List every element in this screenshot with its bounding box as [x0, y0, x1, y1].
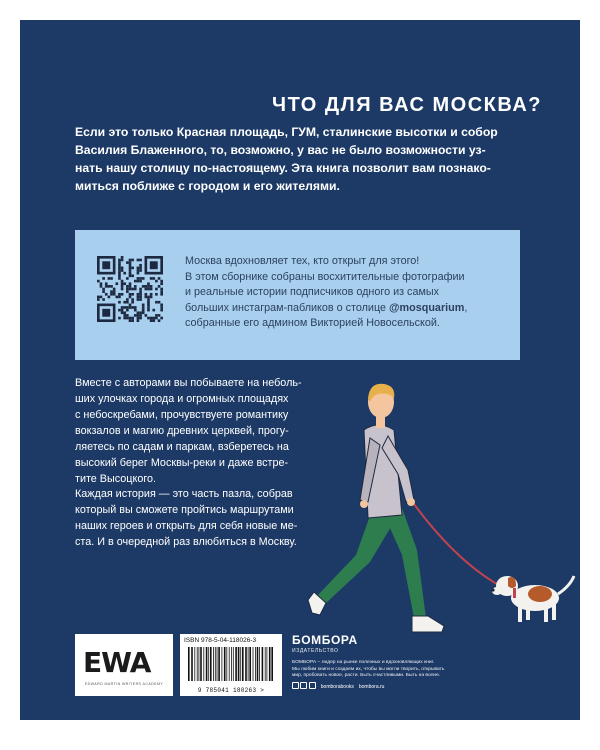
- youtube-icon: [309, 682, 316, 689]
- man-ear: [369, 401, 375, 407]
- publisher-logo: БОМБОРА: [292, 633, 358, 647]
- dog-ear: [508, 577, 516, 588]
- ewa-tagline: EDWARD MARTIN WRITERS ACADEMY: [84, 682, 164, 686]
- paragraph-line: ста. И в очередной раз влюбиться в Москву.: [75, 536, 297, 548]
- paragraph-line: Вместе с авторами вы побываете на неболь-: [75, 377, 302, 389]
- info-line: В этом сборнике собраны восхитительные фотографии: [185, 270, 465, 283]
- paragraph-line: Каждая история — это часть пазла, собрав: [75, 488, 293, 500]
- intro-line: Василия Блаженного, то, возможно, у вас не было возможности уз-: [75, 143, 486, 157]
- publisher-description: [292, 660, 467, 680]
- paragraph-line: ляетесь по садам и паркам, взберетесь на: [75, 441, 289, 453]
- paragraph-line: наших героев и открыть для себя новые ме-: [75, 520, 298, 532]
- man-front-shoe: [412, 616, 444, 632]
- social-icons: [292, 682, 316, 691]
- social-handle: bomborabooks: [320, 683, 354, 690]
- paragraph-line: высокий берег Москвы-реки и даже встре-: [75, 457, 289, 469]
- man-hand: [360, 500, 368, 508]
- publisher-social: [292, 682, 384, 691]
- intro-line: Если это только Красная площадь, ГУМ, сталинские высотки и собор: [75, 125, 498, 139]
- qr-code-icon: [97, 256, 163, 322]
- info-line: и реальные истории подписчиков одного из самых: [185, 286, 440, 298]
- isbn-digits: 9 785041 180263 >: [197, 687, 265, 694]
- dog-patch: [528, 586, 552, 602]
- dog-leg: [526, 604, 530, 620]
- publisher-desc-line: БОМБОРА – лидер на рынке полезных и вдохновляющих книг.: [292, 660, 435, 665]
- dog-leg: [544, 604, 548, 622]
- isbn-box: [180, 634, 282, 696]
- info-box-text: [185, 254, 503, 332]
- intro-line: нать нашу столицу по-настоящему. Эта книга позволит вам познако-: [75, 161, 491, 175]
- man-hand: [407, 498, 415, 506]
- intro-text: [75, 123, 515, 195]
- back-cover: [20, 20, 580, 720]
- cover-title: ЧТО ДЛЯ ВАС МОСКВА?: [272, 94, 542, 116]
- paragraph-line: вокзалов и магию древних церквей, прогу-: [75, 425, 289, 437]
- ewa-logo: EWA: [83, 646, 151, 679]
- dog-leg: [552, 604, 556, 620]
- dog-leg: [518, 604, 522, 622]
- isbn-label: ISBN 978-5-04-118026-3: [184, 637, 257, 644]
- info-line-text: больших инстаграм-пабликов о столице: [185, 301, 387, 314]
- barcode-icon: [186, 647, 276, 685]
- leash: [411, 500, 504, 588]
- paragraph-line: тите Высоцкого.: [75, 473, 157, 485]
- info-line: собранные его админом Викторией Новосельской.: [185, 317, 440, 329]
- dog-collar: [513, 588, 516, 598]
- instagram-icon: [300, 682, 307, 689]
- publisher-desc-line: мир, пробовать новое, расти. Быть счастливыми. Быть на волне.: [292, 673, 441, 678]
- dog-tail: [558, 576, 574, 594]
- intro-line: миться поближе с городом и его жителями.: [75, 179, 340, 193]
- vk-icon: [292, 682, 299, 689]
- man-front-leg: [382, 508, 426, 618]
- publisher-subtitle: ИЗДАТЕЛЬСТВО: [292, 648, 339, 654]
- dog-nose: [491, 588, 494, 591]
- dog: [491, 576, 574, 622]
- instagram-handle: @mosquarium: [389, 301, 465, 314]
- ewa-logo-box: [75, 634, 173, 696]
- publisher-desc-line: Мы любим книги и создаем их, чтобы вы могли творить, открывать: [292, 666, 445, 672]
- info-line: больших инстаграм-пабликов о столице @mosquarium,: [185, 301, 468, 314]
- paragraph-line: ших улочках города и огромных площадях: [75, 393, 289, 405]
- info-box: [75, 230, 520, 360]
- man-walking-dog-illustration: [290, 350, 580, 645]
- paragraph-two: [75, 486, 313, 550]
- paragraph-line: который вы сможете пройтись маршрутами: [75, 504, 294, 516]
- publisher-site: bombora.ru: [358, 683, 385, 690]
- paragraph-line: с небоскребами, прочувствуете романтику: [75, 409, 289, 421]
- paragraph-one: [75, 375, 313, 487]
- info-line: Москва вдохновляет тех, кто открыт для этого!: [185, 255, 420, 267]
- man-back-leg: [318, 510, 395, 603]
